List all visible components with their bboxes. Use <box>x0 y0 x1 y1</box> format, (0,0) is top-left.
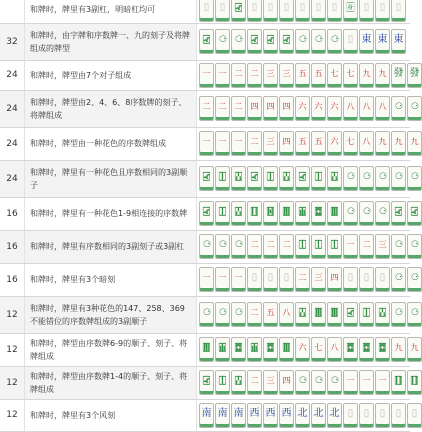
rule-description: 和牌时，牌里有一种花色且序数相同的3副顺子 <box>25 160 197 197</box>
mahjong-tile-icon: 三 <box>311 267 326 292</box>
mahjong-tile-icon: 🀓 <box>391 370 406 395</box>
mahjong-tile-icon: ⚆ <box>199 234 214 259</box>
mahjong-tile-icon: ⚆ <box>327 370 342 395</box>
mahjong-tile-icon: 🀔 <box>263 201 278 226</box>
mahjong-tile-icon: ▯ <box>375 267 390 292</box>
mahjong-tile-icon: ⚆ <box>391 302 406 327</box>
scoring-row <box>0 230 410 263</box>
points-cell: 24 <box>0 127 25 160</box>
points-cell: 12 <box>0 399 25 431</box>
mahjong-tile-icon: 🀑 <box>327 234 342 259</box>
mahjong-tile-icon: 五 <box>295 131 310 156</box>
scoring-row <box>0 0 410 23</box>
tile-example-cell <box>197 296 419 333</box>
mahjong-tile-icon: ⚆ <box>311 29 326 54</box>
mahjong-tile-icon: 🀓 <box>247 201 262 226</box>
mahjong-tile-icon: 二 <box>295 267 310 292</box>
mahjong-tile-icon: 🀒 <box>231 166 246 191</box>
mahjong-tile-icon: ⚆ <box>359 201 374 226</box>
mahjong-tile-icon: ⚆ <box>327 29 342 54</box>
mahjong-tile-icon: ▯ <box>295 0 310 22</box>
scoring-row <box>0 23 410 60</box>
mahjong-tile-icon: 一 <box>199 63 214 88</box>
rule-description: 和牌时，牌里有3副杠，明暗杠均可 <box>25 0 197 23</box>
mahjong-tile-icon: 🀒 <box>295 302 310 327</box>
mahjong-tile-icon: ▯ <box>391 403 406 428</box>
mahjong-tile-icon: 二 <box>263 234 278 259</box>
mahjong-tile-icon: 二 <box>231 96 246 121</box>
mahjong-tile-icon: 🀒 <box>279 166 294 191</box>
mahjong-tile-icon: 西 <box>279 403 294 428</box>
mahjong-tile-icon: ▯ <box>199 0 214 22</box>
mahjong-tile-icon: 二 <box>215 96 230 121</box>
mahjong-tile-icon: ⚆ <box>375 166 390 191</box>
points-cell <box>0 0 25 23</box>
mahjong-tile-icon: 四 <box>279 370 294 395</box>
points-cell: 12 <box>0 366 25 399</box>
mahjong-tile-icon: 一 <box>215 63 230 88</box>
scoring-row <box>0 263 410 296</box>
mahjong-tile-icon: ▯ <box>247 0 262 22</box>
mahjong-tile-icon: 東 <box>375 29 390 54</box>
mahjong-tile-icon: 八 <box>375 96 390 121</box>
mahjong-tile-icon: 🀐 <box>279 29 294 54</box>
mahjong-tile-icon: ▯ <box>263 267 278 292</box>
mahjong-tile-icon: 三 <box>263 63 278 88</box>
tile-example-cell <box>197 23 411 60</box>
mahjong-tile-icon: 🀐 <box>199 201 214 226</box>
mahjong-tile-icon: ▯ <box>359 0 374 22</box>
points-cell: 24 <box>0 90 25 127</box>
scoring-row <box>0 399 410 431</box>
mahjong-tile-icon: 🀐 <box>247 29 262 54</box>
mahjong-tile-icon: 🀗 <box>343 337 358 362</box>
mahjong-tile-icon: 三 <box>263 370 278 395</box>
mahjong-tile-icon: ▯ <box>215 0 230 22</box>
mahjong-tile-icon: 七 <box>311 337 326 362</box>
mahjong-tile-icon: 🀐 <box>231 0 246 22</box>
mahjong-tile-icon: 東 <box>359 29 374 54</box>
mahjong-tile-icon: 🀐 <box>199 166 214 191</box>
mahjong-tile-icon: ⚆ <box>343 166 358 191</box>
mahjong-tile-icon: 二 <box>247 63 262 88</box>
points-cell: 32 <box>0 23 25 60</box>
tile-hand <box>197 234 419 259</box>
mahjong-tile-icon: ⚆ <box>215 29 230 54</box>
mahjong-tile-icon: 一 <box>343 234 358 259</box>
mahjong-tile-icon: 七 <box>343 63 358 88</box>
mahjong-tile-icon: ⚆ <box>199 302 214 327</box>
mahjong-tile-icon: ⚆ <box>311 370 326 395</box>
mahjong-tile-icon: 🀖 <box>247 337 262 362</box>
tile-example-cell <box>197 230 419 263</box>
mahjong-tile-icon: 一 <box>231 131 246 156</box>
mahjong-tile-icon: 二 <box>247 302 262 327</box>
tile-example-cell <box>197 0 411 23</box>
mahjong-tile-icon: 🀘 <box>279 337 294 362</box>
mahjong-tile-icon: 七 <box>343 131 358 156</box>
mahjong-tile-icon: 四 <box>263 96 278 121</box>
mahjong-tile-icon: 北 <box>295 403 310 428</box>
mahjong-tile-icon: 🀕 <box>311 302 326 327</box>
tile-hand <box>197 0 410 22</box>
mahjong-tile-icon: 北 <box>327 403 342 428</box>
rule-description: 和牌时，牌型由序数牌6-9的顺子、刻子、将牌组成 <box>25 333 197 366</box>
mahjong-tile-icon: 九 <box>375 63 390 88</box>
mahjong-tile-icon: ▯ <box>407 403 422 428</box>
mahjong-tile-icon: 🀐 <box>199 29 214 54</box>
mahjong-tile-icon: 六 <box>327 96 342 121</box>
scoring-row <box>0 90 410 127</box>
tile-hand <box>197 131 419 156</box>
mahjong-tile-icon: 🀓 <box>407 370 422 395</box>
mahjong-tile-icon: ▯ <box>359 267 374 292</box>
scoring-row <box>0 366 410 399</box>
tile-hand <box>197 96 419 121</box>
mahjong-tile-icon: 六 <box>295 337 310 362</box>
tile-example-cell <box>197 90 419 127</box>
mahjong-tile-icon: 🀑 <box>311 166 326 191</box>
tile-example-cell <box>197 366 419 399</box>
mahjong-tile-icon: ⚆ <box>407 96 422 121</box>
mahjong-tile-icon: 九 <box>375 131 390 156</box>
tile-hand <box>197 370 419 395</box>
mahjong-tile-icon: 🀐 <box>391 201 406 226</box>
mahjong-tile-icon: 🀐 <box>407 201 422 226</box>
mahjong-tile-icon: 八 <box>327 337 342 362</box>
mahjong-tile-icon: 🀒 <box>231 201 246 226</box>
tile-example-cell <box>197 160 419 197</box>
mahjong-tile-icon: 五 <box>295 63 310 88</box>
mahjong-tile-icon: 🀒 <box>231 370 246 395</box>
mahjong-tile-icon: 四 <box>247 96 262 121</box>
rule-description: 和牌时，由字牌和序数牌一、九的刻子及将牌组成的牌型 <box>25 23 197 60</box>
points-cell: 16 <box>0 230 25 263</box>
mahjong-tile-icon: ▯ <box>343 29 358 54</box>
scoring-row <box>0 296 410 333</box>
mahjong-tile-icon: ⚆ <box>295 29 310 54</box>
mahjong-tile-icon: 🀑 <box>359 302 374 327</box>
rule-description: 和牌时，牌型由7个对子组成 <box>25 60 197 90</box>
mahjong-tile-icon: ▯ <box>343 267 358 292</box>
points-cell: 24 <box>0 160 25 197</box>
mahjong-tile-icon: 六 <box>311 96 326 121</box>
mahjong-tile-icon: 🀕 <box>199 337 214 362</box>
mahjong-tile-icon: ⚆ <box>231 29 246 54</box>
mahjong-tile-icon: 🀐 <box>343 302 358 327</box>
mahjong-tile-icon: 發 <box>407 63 422 88</box>
scoring-row <box>0 160 410 197</box>
mahjong-tile-icon: 西 <box>263 403 278 428</box>
mahjong-tile-icon: 八 <box>359 96 374 121</box>
mahjong-tile-icon: ▯ <box>311 0 326 22</box>
mahjong-tile-icon: 南 <box>215 403 230 428</box>
mahjong-tile-icon: ⚆ <box>295 370 310 395</box>
mahjong-tile-icon: ▯ <box>375 0 390 22</box>
mahjong-tile-icon: ⚆ <box>359 166 374 191</box>
mahjong-tile-icon: ⚆ <box>215 302 230 327</box>
mahjong-tile-icon: 東 <box>391 29 406 54</box>
mahjong-tile-icon: 發 <box>391 63 406 88</box>
mahjong-tile-icon: 🀘 <box>327 201 342 226</box>
mahjong-tile-icon: ⚆ <box>231 302 246 327</box>
mahjong-tile-icon: ⚆ <box>375 201 390 226</box>
mahjong-tile-icon: ⚆ <box>391 166 406 191</box>
mahjong-tile-icon: 🀕 <box>279 201 294 226</box>
mahjong-tile-icon: 五 <box>311 131 326 156</box>
mahjong-tile-icon: 南 <box>199 403 214 428</box>
mahjong-tile-icon: 九 <box>359 63 374 88</box>
mahjong-tile-icon: 九 <box>407 131 422 156</box>
scoring-row <box>0 197 410 230</box>
rule-description: 和牌时，牌型由一种花色的序数牌组成 <box>25 127 197 160</box>
tile-hand <box>197 267 419 292</box>
mahjong-tile-icon: ⚆ <box>407 234 422 259</box>
mahjong-tile-icon: 🀗 <box>375 337 390 362</box>
mahjong-tile-icon: ⚆ <box>391 234 406 259</box>
tile-hand <box>197 302 419 327</box>
mahjong-tile-icon: 🀑 <box>215 370 230 395</box>
mahjong-tile-icon: 南 <box>231 403 246 428</box>
mahjong-tile-icon: 三 <box>263 131 278 156</box>
mahjong-tile-icon: 🀗 <box>359 337 374 362</box>
mahjong-tile-icon: ⚆ <box>343 201 358 226</box>
rule-description: 和牌时，牌里有3个风刻 <box>25 399 197 431</box>
rule-description: 和牌时，牌型由2、4、6、8序数牌的刻子、将牌组成 <box>25 90 197 127</box>
mahjong-tile-icon: 🀖 <box>295 201 310 226</box>
mahjong-tile-icon: 二 <box>199 96 214 121</box>
mahjong-tile-icon: ⚆ <box>407 302 422 327</box>
mahjong-tile-icon: 八 <box>359 131 374 156</box>
mahjong-tile-icon: ▯ <box>375 403 390 428</box>
mahjong-tile-icon: 二 <box>247 131 262 156</box>
tile-example-cell <box>197 197 419 230</box>
mahjong-tile-icon: 一 <box>375 370 390 395</box>
tile-example-cell <box>197 263 419 296</box>
mahjong-tile-icon: 四 <box>279 96 294 121</box>
mahjong-tile-icon: ▯ <box>279 267 294 292</box>
mahjong-tile-icon: 九 <box>391 337 406 362</box>
mahjong-tile-icon: 一 <box>359 370 374 395</box>
mahjong-tile-icon: 一 <box>215 131 230 156</box>
tile-hand <box>197 166 419 191</box>
mahjong-tile-icon: ⚆ <box>391 267 406 292</box>
tile-hand <box>197 403 418 428</box>
points-cell: 24 <box>0 60 25 90</box>
tile-hand <box>197 63 420 88</box>
mahjong-tile-icon: 一 <box>199 131 214 156</box>
mahjong-tile-icon: 八 <box>343 96 358 121</box>
mahjong-tile-icon: ⚆ <box>391 96 406 121</box>
mahjong-tile-icon: 一 <box>343 370 358 395</box>
mahjong-tile-icon: 二 <box>359 234 374 259</box>
mahjong-tile-icon: 三 <box>279 63 294 88</box>
mahjong-tile-icon: 🀑 <box>295 234 310 259</box>
mahjong-tile-icon: 🀗 <box>311 201 326 226</box>
mahjong-tile-icon: 🀐 <box>295 166 310 191</box>
mahjong-tile-icon: 🀖 <box>215 337 230 362</box>
mahjong-tile-icon: ⚆ <box>407 267 422 292</box>
mahjong-tile-icon: 🀒 <box>375 302 390 327</box>
tile-hand <box>197 337 419 362</box>
mahjong-tile-icon: ▯ <box>359 403 374 428</box>
mahjong-tile-icon: 四 <box>327 267 342 292</box>
mahjong-tile-icon: 一 <box>231 267 246 292</box>
mahjong-tile-icon: 五 <box>263 302 278 327</box>
points-cell: 16 <box>0 197 25 230</box>
mahjong-tile-icon: 🀐 <box>199 370 214 395</box>
rule-description: 和牌时，牌里有序数相同的3副刻子或3副杠 <box>25 230 197 263</box>
rule-description: 和牌时，牌里有3种花色的147、258、369不能错位的序数牌组成的3副顺子 <box>25 296 197 333</box>
mahjong-tile-icon: 二 <box>247 370 262 395</box>
mahjong-tile-icon: 二 <box>231 63 246 88</box>
mahjong-tile-icon: ▯ <box>327 0 342 22</box>
mahjong-tile-icon: ▯ <box>247 267 262 292</box>
mahjong-tile-icon: ⚆ <box>231 234 246 259</box>
mahjong-tile-icon: 三 <box>375 234 390 259</box>
mahjong-tile-icon: 八 <box>279 302 294 327</box>
mahjong-tile-icon: ⚆ <box>407 166 422 191</box>
mahjong-tile-icon: 九 <box>391 131 406 156</box>
mahjong-tile-icon: 🀑 <box>311 234 326 259</box>
mahjong-tile-icon: 四 <box>279 131 294 156</box>
mahjong-tile-icon: ▯ <box>343 403 358 428</box>
tile-example-cell <box>197 399 418 431</box>
mahjong-tile-icon: 🀑 <box>263 166 278 191</box>
tile-example-cell <box>197 333 419 366</box>
mahjong-tile-icon: ▯ <box>279 0 294 22</box>
rule-description: 和牌时，牌里有一种花色1-9相连接的序数牌 <box>25 197 197 230</box>
scoring-row <box>0 333 410 366</box>
mahjong-tile-icon: 九 <box>407 337 422 362</box>
tile-example-cell <box>197 127 419 160</box>
mahjong-tile-icon: 六 <box>295 96 310 121</box>
mahjong-tile-icon: 二 <box>279 234 294 259</box>
mahjong-tile-icon: ▯ <box>391 0 406 22</box>
mahjong-tile-icon: 七 <box>327 63 342 88</box>
points-cell: 12 <box>0 333 25 366</box>
mahjong-tile-icon: 🀗 <box>263 337 278 362</box>
mahjong-tile-icon: 🀑 <box>215 201 230 226</box>
points-cell: 12 <box>0 296 25 333</box>
tile-example-cell <box>197 60 420 90</box>
mahjong-tile-icon: 五 <box>311 63 326 88</box>
points-cell: 16 <box>0 263 25 296</box>
mahjong-tile-icon: 六 <box>327 131 342 156</box>
mahjong-tile-icon: 🀒 <box>327 166 342 191</box>
mahjong-tile-icon: 二 <box>247 234 262 259</box>
rule-description: 和牌时，牌里有3个暗刻 <box>25 263 197 296</box>
mahjong-tile-icon: 🀐 <box>263 29 278 54</box>
mahjong-tile-icon: 北 <box>311 403 326 428</box>
mahjong-tile-icon: 🀅 <box>343 0 358 22</box>
mahjong-tile-icon: 一 <box>215 267 230 292</box>
tile-hand <box>197 29 410 54</box>
scoring-row <box>0 127 410 160</box>
scoring-row <box>0 60 410 90</box>
mahjong-tile-icon: 🀑 <box>215 166 230 191</box>
mahjong-tile-icon: 🀘 <box>327 302 342 327</box>
tile-hand <box>197 201 419 226</box>
mahjong-tile-icon: 西 <box>247 403 262 428</box>
mahjong-tile-icon: ▯ <box>263 0 278 22</box>
mahjong-tile-icon: 一 <box>199 267 214 292</box>
rule-description: 和牌时，牌型由序数牌1-4的顺子、刻子、将牌组成 <box>25 366 197 399</box>
mahjong-tile-icon: 🀐 <box>247 166 262 191</box>
mahjong-tile-icon: 🀗 <box>231 337 246 362</box>
mahjong-tile-icon: ⚆ <box>215 234 230 259</box>
